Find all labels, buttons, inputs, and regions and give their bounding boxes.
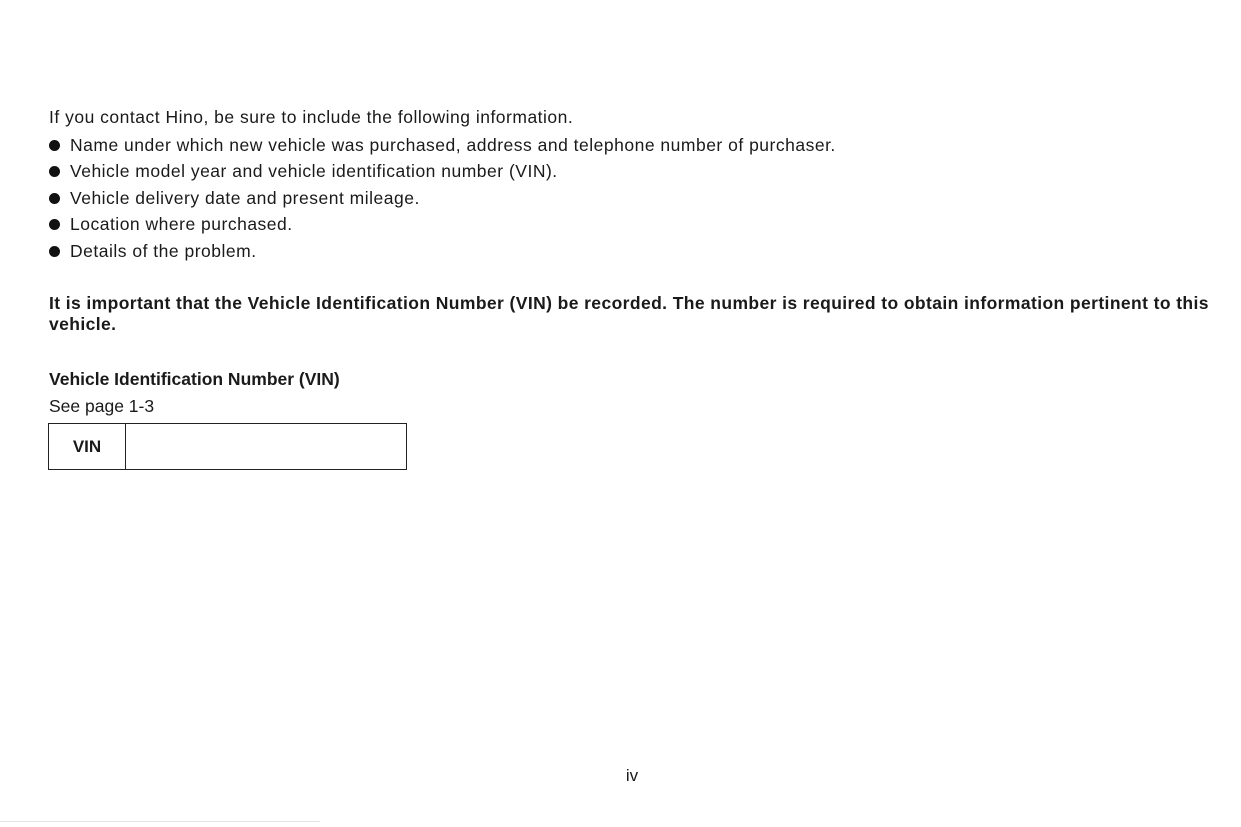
list-item-text: Vehicle delivery date and present mileage. [70,187,420,208]
see-page-reference: See page 1-3 [49,396,155,416]
list-item [49,238,836,265]
vin-notice: It is important that the Vehicle Identification Number (VIN) be recorded. The number is required to obtain information pertinent to this vehicle. [49,293,1209,334]
vin-section-heading: Vehicle Identification Number (VIN) [49,369,340,389]
bullet-icon [49,246,60,257]
vin-record-box [48,423,407,470]
list-item-text: Name under which new vehicle was purchased, address and telephone number of purchaser. [70,134,836,155]
contact-info-list [49,132,836,265]
list-item-text: Location where purchased. [70,214,293,235]
bullet-icon [49,140,60,151]
list-item-text: Vehicle model year and vehicle identification number (VIN). [70,161,558,182]
intro-text: If you contact Hino, be sure to include the following information. [49,107,574,127]
list-item-text: Details of the problem. [70,240,257,261]
bullet-icon [49,193,60,204]
bullet-icon [49,219,60,230]
page-number: iv [625,766,639,785]
list-item [49,212,836,239]
bottom-divider [0,821,320,822]
list-item [49,159,836,186]
vin-field-value[interactable] [126,424,406,469]
list-item [49,185,836,212]
bullet-icon [49,166,60,177]
list-item [49,132,836,159]
vin-field-label: VIN [49,424,126,469]
